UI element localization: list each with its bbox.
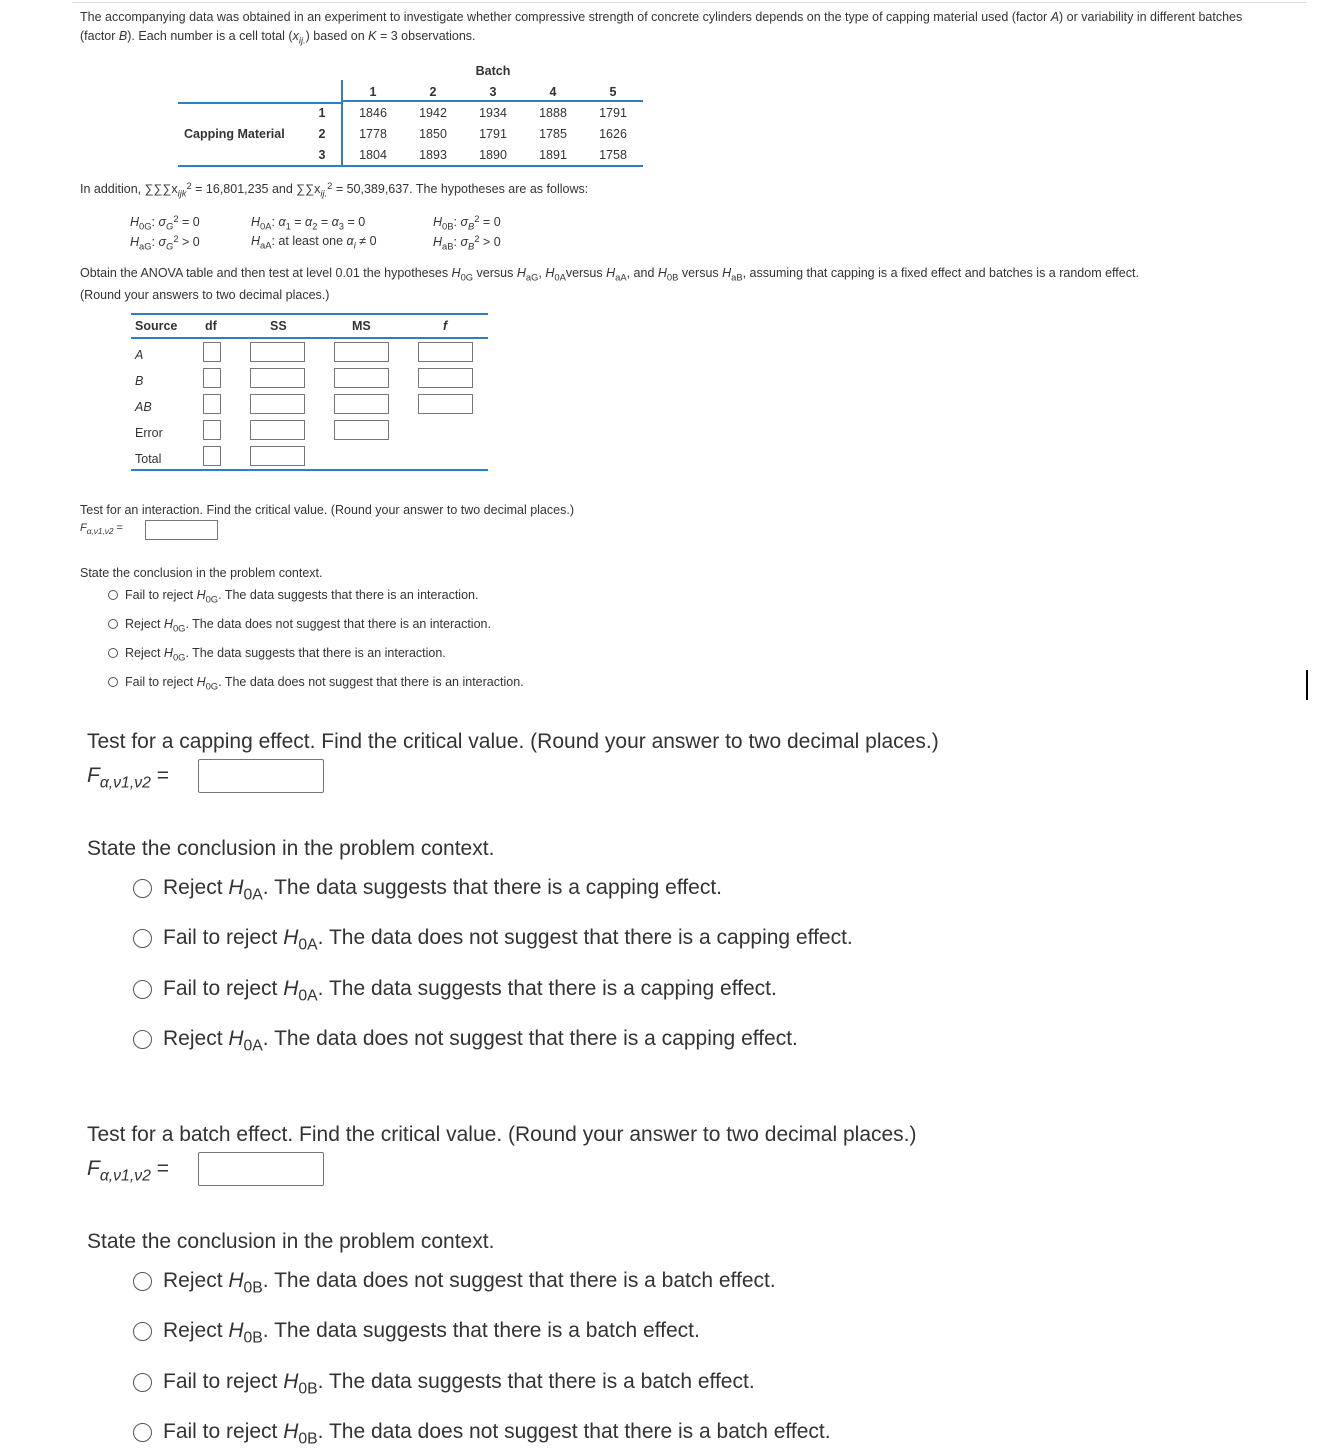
instructions-paragraph: Obtain the ANOVA table and then test at level 0.01 the hypotheses $H_{0G}$ versus $H_{aG}$, $H_{0A}versus$ $H_{aA}$, and $H_{0B}$ versus $H_{aB}$, assuming that capping is a fixed effect and batches is a random effect. (Round your answers to two decimal places.) (80, 266, 1139, 302)
anova-header-f: f (443, 319, 448, 333)
table-header-line (343, 100, 643, 102)
anova-ms-input[interactable] (334, 394, 389, 414)
anova-source-label: B (135, 374, 144, 388)
option-label: Reject $H_{0G}$. The data suggests that there is an interaction. (125, 646, 446, 663)
interaction-prompt: Test for an interaction. Find the critical value. (Round your answer to two decimal places.) (80, 503, 574, 517)
option-label: Reject $H_{0A}$. The data does not suggest that there is a capping effect. (163, 1027, 798, 1055)
anova-df-input[interactable] (203, 394, 221, 414)
capping-option-4[interactable] (133, 1027, 798, 1055)
hypothesis-hag: $H_{aG}$: $\sigma_G^2 > 0$ (130, 233, 200, 252)
table-cell: 1804 (359, 148, 387, 162)
option-label: Fail to reject $H_{0B}$. The data does not suggest that there is a batch effect. (163, 1420, 831, 1448)
capping-conclusion-prompt: State the conclusion in the problem context. (87, 837, 495, 860)
anova-source-label: Error (135, 426, 163, 440)
hypothesis-h0g: $H_{0G}$: $\sigma_G^2 = 0$ (130, 213, 200, 232)
anova-ss-input[interactable] (250, 342, 305, 362)
capping-option-3[interactable] (133, 977, 777, 1005)
table-cell: 1942 (419, 106, 447, 120)
anova-df-input[interactable] (203, 342, 221, 362)
table-cell: 1778 (359, 127, 387, 141)
anova-df-input[interactable] (203, 368, 221, 388)
anova-f-input[interactable] (418, 342, 473, 362)
intro-paragraph: The accompanying data was obtained in an experiment to investigate whether compressive strength of concrete cylinders depends on the type of capping material used (factor A) or variability in different batches (factor B). Each number is a cell total $(x_{ij.})$ based on K = 3 observations. (80, 10, 1243, 46)
anova-df-input[interactable] (203, 446, 221, 466)
batch-title: Batch (475, 64, 511, 78)
batch-column-4: 4 (549, 85, 557, 99)
interaction-option-4[interactable] (108, 675, 524, 692)
capping-material-row-label: 2 (318, 127, 326, 141)
batch-critical-label: $F_{\alpha,\nu 1,\nu 2}$ = (87, 1157, 169, 1185)
option-label: Reject $H_{0B}$. The data suggests that there is a batch effect. (163, 1319, 700, 1347)
interaction-option-3[interactable] (108, 646, 446, 663)
text-cursor (1306, 670, 1308, 700)
radio-button[interactable] (133, 1272, 152, 1291)
option-label: Fail to reject $H_{0A}$. The data suggests that there is a capping effect. (163, 977, 777, 1005)
anova-top-line (131, 313, 488, 315)
anova-source-label: Total (135, 452, 162, 466)
radio-button[interactable] (108, 619, 118, 629)
anova-ss-input[interactable] (250, 420, 305, 440)
table-bottom-line (178, 165, 643, 167)
option-label: Fail to reject $H_{0B}$. The data suggests that there is a batch effect. (163, 1370, 755, 1398)
capping-prompt: Test for a capping effect. Find the critical value. (Round your answer to two decimal places.) (87, 730, 939, 753)
table-cell: 1758 (599, 148, 627, 162)
capping-critical-input[interactable] (198, 759, 324, 793)
interaction-critical-label: $F_{\alpha,\nu 1,\nu 2}$ = (80, 522, 123, 536)
interaction-option-1[interactable] (108, 588, 479, 605)
capping-material-row-label: 1 (318, 106, 326, 120)
batch-conclusion-prompt: State the conclusion in the problem context. (87, 1230, 495, 1253)
option-label: Fail to reject $H_{0G}$. The data suggests that there is an interaction. (125, 588, 479, 605)
batch-column-5: 5 (609, 85, 617, 99)
table-vertical-line (341, 80, 343, 166)
radio-button[interactable] (133, 1030, 152, 1049)
interaction-conclusion-prompt: State the conclusion in the problem context. (80, 566, 323, 580)
batch-column-2: 2 (429, 85, 437, 99)
anova-bottom-line (131, 469, 488, 471)
option-label: Reject $H_{0A}$. The data suggests that there is a capping effect. (163, 876, 722, 904)
anova-header-line (131, 337, 488, 339)
table-cell: 1891 (539, 148, 567, 162)
batch-option-1[interactable] (133, 1269, 776, 1297)
table-cell: 1785 (539, 127, 567, 141)
capping-critical-label: $F_{\alpha,\nu 1,\nu 2}$ = (87, 764, 169, 792)
hypothesis-h0b: $H_{0B}$: $\sigma_B^2 = 0$ (433, 213, 501, 232)
option-label: Reject $H_{0G}$. The data does not suggest that there is an interaction. (125, 617, 491, 634)
anova-ms-input[interactable] (334, 420, 389, 440)
radio-button[interactable] (133, 1322, 152, 1341)
capping-option-1[interactable] (133, 876, 722, 904)
radio-button[interactable] (133, 1373, 152, 1392)
anova-ms-input[interactable] (334, 342, 389, 362)
anova-f-input[interactable] (418, 394, 473, 414)
anova-source-label: A (135, 348, 144, 362)
batch-column-3: 3 (489, 85, 497, 99)
batch-option-4[interactable] (133, 1420, 831, 1448)
capping-material-row-label: 3 (318, 148, 326, 162)
top-divider (72, 2, 1307, 3)
anova-ss-input[interactable] (250, 446, 305, 466)
hypothesis-h0a: $H_{0A}$: $\alpha_1 = \alpha_2 = \alpha_3 = 0$ (251, 215, 366, 232)
option-label: Fail to reject $H_{0G}$. The data does not suggest that there is an interaction. (125, 675, 524, 692)
anova-header-ms: MS (352, 319, 371, 333)
anova-ms-input[interactable] (334, 368, 389, 388)
option-label: Reject $H_{0B}$. The data does not suggest that there is a batch effect. (163, 1269, 776, 1297)
radio-button[interactable] (108, 648, 118, 658)
additional-sums: In addition, $\sum\sum\sum x_{ijk}^2 = 16,801,235$ and $\sum\sum x_{ij.}^2 = 50,389,637$. The hypotheses are as follows: (80, 180, 589, 199)
anova-ss-input[interactable] (250, 368, 305, 388)
table-cell: 1846 (359, 106, 387, 120)
interaction-option-2[interactable] (108, 617, 491, 634)
anova-header-source: Source (135, 319, 178, 333)
anova-source-label: AB (135, 400, 152, 414)
batch-prompt: Test for a batch effect. Find the critical value. (Round your answer to two decimal places.) (87, 1123, 917, 1146)
table-cell: 1890 (479, 148, 507, 162)
table-cell: 1934 (479, 106, 507, 120)
hypothesis-haa: $H_{aA}$: at least one $\alpha_i \ne 0$ (251, 234, 377, 251)
capping-material-label: Capping Material (184, 127, 285, 141)
interaction-critical-input[interactable] (145, 520, 218, 540)
radio-button[interactable] (133, 1423, 152, 1442)
capping-option-2[interactable] (133, 926, 853, 954)
batch-column-1: 1 (369, 85, 377, 99)
table-cell: 1850 (419, 127, 447, 141)
batch-critical-input[interactable] (198, 1152, 324, 1186)
table-top-line (178, 102, 343, 104)
option-label: Fail to reject $H_{0A}$. The data does not suggest that there is a capping effect. (163, 926, 853, 954)
anova-header-df: df (205, 319, 217, 333)
radio-button[interactable] (108, 590, 118, 600)
anova-f-input[interactable] (418, 368, 473, 388)
table-cell: 1791 (599, 106, 627, 120)
hypothesis-hab: $H_{aB}$: $\sigma_B^2 > 0$ (433, 233, 501, 252)
radio-button[interactable] (133, 929, 152, 948)
batch-option-3[interactable] (133, 1370, 755, 1398)
radio-button[interactable] (108, 677, 118, 687)
table-cell: 1893 (419, 148, 447, 162)
table-cell: 1626 (599, 127, 627, 141)
radio-button[interactable] (133, 980, 152, 999)
anova-df-input[interactable] (203, 420, 221, 440)
batch-option-2[interactable] (133, 1319, 700, 1347)
table-cell: 1791 (479, 127, 507, 141)
anova-ss-input[interactable] (250, 394, 305, 414)
anova-header-ss: SS (270, 319, 287, 333)
radio-button[interactable] (133, 879, 152, 898)
table-cell: 1888 (539, 106, 567, 120)
